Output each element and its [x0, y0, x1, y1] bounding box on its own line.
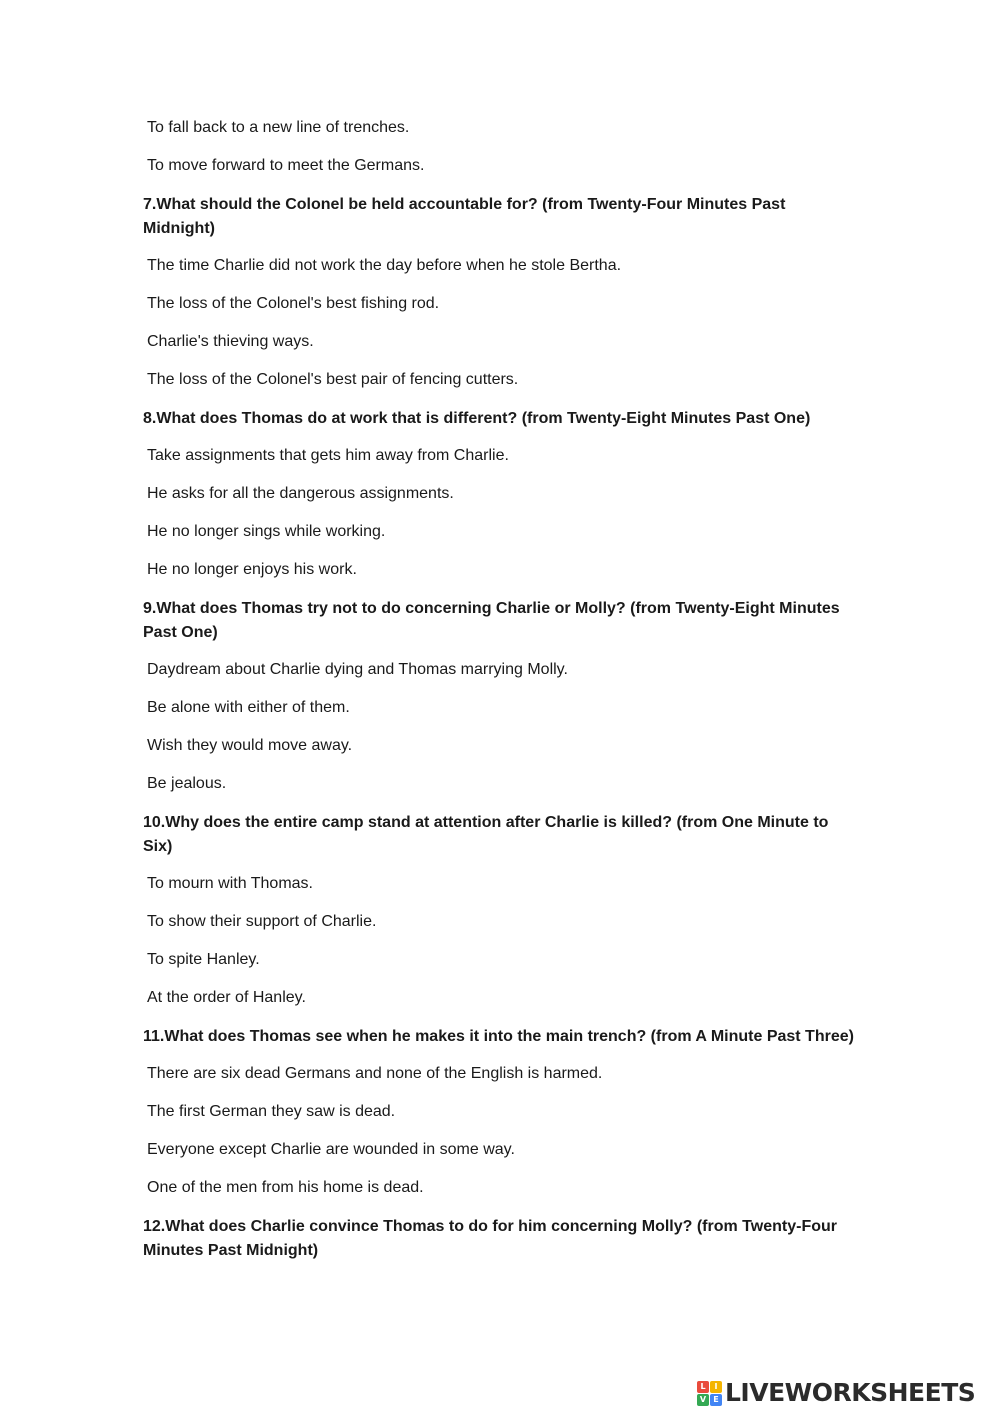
question-block-7 [143, 193, 863, 391]
answer-option[interactable]: Daydream about Charlie dying and Thomas marrying Molly. [147, 661, 568, 678]
question-block-9 [143, 597, 863, 795]
logo-mark-tile: L [697, 1381, 709, 1393]
worksheet-content [143, 117, 863, 1277]
answer-option[interactable]: Take assignments that gets him away from Charlie. [147, 447, 509, 464]
question-text: 12.What does Charlie convince Thomas to do for him concerning Molly? (from Twenty-Four Minutes Past Midnight) [143, 1218, 837, 1259]
answer-option[interactable]: At the order of Hanley. [147, 989, 306, 1006]
answer-option[interactable]: To mourn with Thomas. [147, 875, 313, 892]
answer-option[interactable]: To show their support of Charlie. [147, 913, 377, 930]
question-text: 7.What should the Colonel be held accountable for? (from Twenty-Four Minutes Past Midnight) [143, 196, 786, 237]
answer-option[interactable]: He no longer enjoys his work. [147, 561, 357, 578]
question-text: 9.What does Thomas try not to do concerning Charlie or Molly? (from Twenty-Eight Minutes Past One) [143, 600, 840, 641]
answer-option[interactable]: The loss of the Colonel's best fishing rod. [147, 295, 440, 312]
answer-option[interactable]: One of the men from his home is dead. [147, 1179, 424, 1196]
answer-option[interactable]: Wish they would move away. [147, 737, 353, 754]
answer-option[interactable]: Everyone except Charlie are wounded in some way. [147, 1141, 515, 1158]
question-block-10 [143, 811, 863, 1009]
liveworksheets-logo [697, 1378, 975, 1408]
answer-option[interactable]: To move forward to meet the Germans. [147, 157, 425, 174]
answer-option[interactable]: Charlie's thieving ways. [147, 333, 314, 350]
question-block-11 [143, 1025, 863, 1199]
question-block-12 [143, 1215, 863, 1263]
answer-option[interactable]: To fall back to a new line of trenches. [147, 119, 410, 136]
answer-option[interactable]: The first German they saw is dead. [147, 1103, 396, 1120]
answer-option[interactable]: Be alone with either of them. [147, 699, 350, 716]
logo-text: LIVEWORKSHEETS [725, 1378, 976, 1407]
logo-mark-tile: E [710, 1394, 722, 1406]
question-block-8 [143, 407, 863, 581]
answer-option[interactable]: There are six dead Germans and none of the English is harmed. [147, 1065, 603, 1082]
logo-mark-tile: I [710, 1381, 722, 1393]
logo-mark-tile: V [697, 1394, 709, 1406]
question-text: 11.What does Thomas see when he makes it into the main trench? (from A Minute Past Three) [143, 1028, 854, 1045]
prelude-answers [143, 117, 863, 177]
answer-option[interactable]: The loss of the Colonel's best pair of fencing cutters. [147, 371, 519, 388]
question-text: 10.Why does the entire camp stand at attention after Charlie is killed? (from One Minute to Six) [143, 814, 829, 855]
question-text: 8.What does Thomas do at work that is different? (from Twenty-Eight Minutes Past One) [143, 410, 811, 427]
answer-option[interactable]: He no longer sings while working. [147, 523, 386, 540]
logo-mark-icon [697, 1381, 722, 1406]
answer-option[interactable]: He asks for all the dangerous assignments. [147, 485, 454, 502]
answer-option[interactable]: To spite Hanley. [147, 951, 260, 968]
answer-option[interactable]: Be jealous. [147, 775, 227, 792]
answer-option[interactable]: The time Charlie did not work the day before when he stole Bertha. [147, 257, 622, 274]
